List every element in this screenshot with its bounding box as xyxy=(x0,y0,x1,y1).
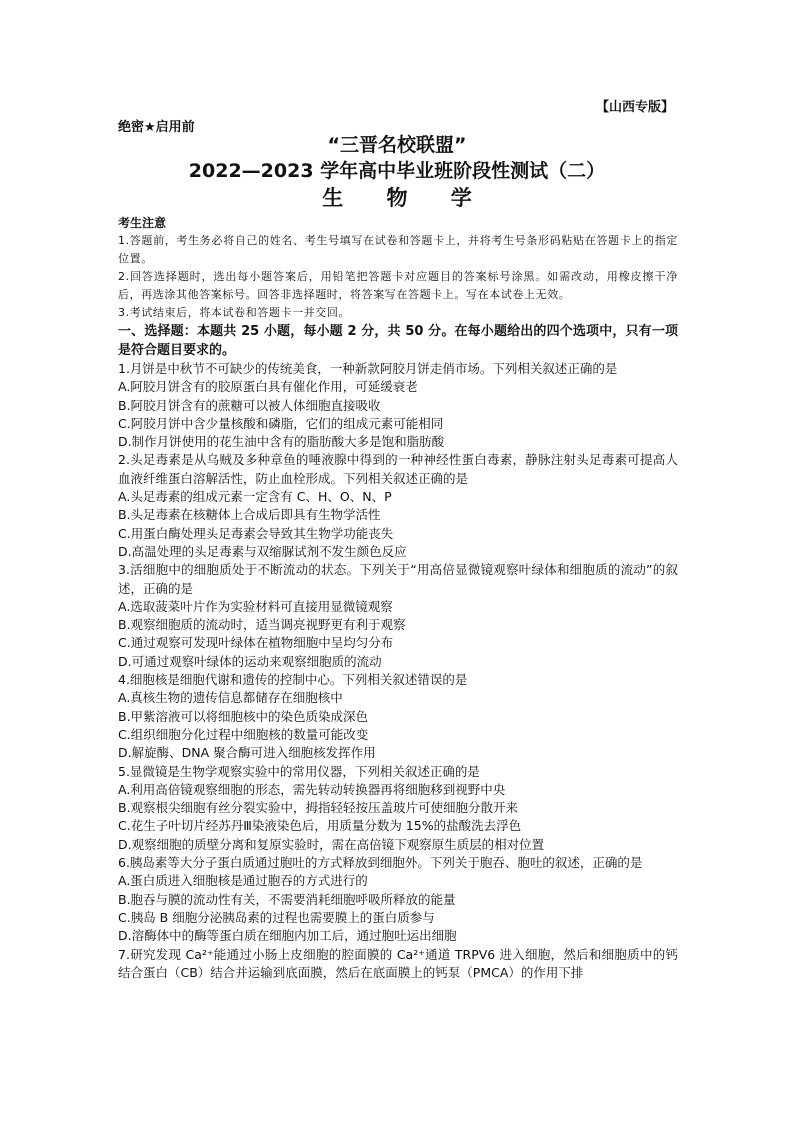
question-6 xyxy=(118,854,678,945)
question-1 xyxy=(118,360,678,451)
option-d: D.观察细胞的质壁分离和复原实验时，需在高倍镜下观察原生质层的相对位置 xyxy=(118,836,545,852)
option-d: D.解旋酶、DNA 聚合酶可进入细胞核发挥作用 xyxy=(118,745,376,761)
option-b: B.甲紫溶液可以将细胞核中的染色质染成深色 xyxy=(118,708,369,724)
option-a: A.真核生物的遗传信息都储存在细胞核中 xyxy=(118,690,343,706)
question-7 xyxy=(118,946,678,983)
question-4 xyxy=(118,671,678,762)
notice-item: 2.回答选择题时，选出每小题答案后，用铅笔把答题卡对应题目的答案标号涂黑。如需改动，用橡皮擦干净后，再选涂其他答案标号。回答非选择题时，将答案写在答题卡上。写在本试卷上无效。 xyxy=(118,270,678,301)
option-b: B.阿胶月饼含有的蔗糖可以被人体细胞直接吸收 xyxy=(118,397,381,413)
question-3 xyxy=(118,561,678,671)
option-a: A.蛋白质进入细胞核是通过胞吞的方式进行的 xyxy=(118,873,368,889)
exam-title-block xyxy=(0,132,794,212)
notice-item: 1.答题前，考生务必将自己的姓名、考生号填写在试卷和答题卡上，并将考生号条形码粘贴在答题卡上的指定位置。 xyxy=(118,234,678,265)
option-a: A.选取菠菜叶片作为实验材料可直接用显微镜观察 xyxy=(118,598,393,614)
confidential-label: 绝密★启用前 xyxy=(118,120,195,135)
exam-content xyxy=(118,214,678,982)
option-a: A.阿胶月饼含有的胶原蛋白具有催化作用，可延缓衰老 xyxy=(118,379,418,395)
option-c: C.组织细胞分化过程中细胞核的数量可能改变 xyxy=(118,726,369,742)
question-5 xyxy=(118,763,678,854)
question-stem: 3.活细胞中的细胞质处于不断流动的状态。下列关于“用高倍显微镜观察叶绿体和细胞质的流动”的叙述，正确的是 xyxy=(118,562,678,596)
option-c: C.用蛋白酶处理头足毒素会导致其生物学功能丧失 xyxy=(118,525,394,541)
notice-heading: 考生注意 xyxy=(118,216,167,230)
option-b: B.头足毒素在核糖体上合成后即具有生物学活性 xyxy=(118,507,381,523)
exam-session-title: 2022—2023 学年高中毕业班阶段性测试（二） xyxy=(188,160,606,182)
section-heading: 一、选择题：本题共 25 小题，每小题 2 分，共 50 分。在每小题给出的四个选项中，只有一项是符合题目要求的。 xyxy=(118,324,678,358)
question-stem: 1.月饼是中秋节不可缺少的传统美食，一种新款阿胶月饼走俏市场。下列相关叙述正确的是 xyxy=(118,361,618,376)
option-d: D.制作月饼使用的花生油中含有的脂肪酸大多是饱和脂肪酸 xyxy=(118,434,445,450)
option-d: D.溶酶体中的酶等蛋白质在细胞内加工后，通过胞吐运出细胞 xyxy=(118,928,457,944)
option-c: C.阿胶月饼中含少量核酸和磷脂，它们的组成元素可能相同 xyxy=(118,415,444,431)
option-b: B.观察根尖细胞有丝分裂实验中，拇指轻轻按压盖玻片可使细胞分散开来 xyxy=(118,800,519,816)
question-stem: 2.头足毒素是从乌贼及多种章鱼的唾液腺中得到的一种神经性蛋白毒素，静脉注射头足毒素可提高人血液纤维蛋白溶解活性，防止血栓形成。下列相关叙述正确的是 xyxy=(118,452,678,486)
subject-title: 生 物 学 xyxy=(322,186,490,210)
option-c: C.通过观察可发现叶绿体在植物细胞中呈均匀分布 xyxy=(118,635,394,651)
option-a: A.头足毒素的组成元素一定含有 C、H、O、N、P xyxy=(118,489,392,505)
option-d: D.可通过观察叶绿体的运动来观察细胞质的流动 xyxy=(118,653,382,669)
option-d: D.高温处理的头足毒素与双缩脲试剂不发生颜色反应 xyxy=(118,543,407,559)
option-b: B.观察细胞质的流动时，适当调亮视野更有利于观察 xyxy=(118,617,406,633)
question-stem: 6.胰岛素等大分子蛋白质通过胞吐的方式释放到细胞外。下列关于胞吞、胞吐的叙述，正确的是 xyxy=(118,855,643,871)
notice-item: 3.考试结束后，将本试卷和答题卡一并交回。 xyxy=(118,306,351,319)
notice-section xyxy=(118,214,678,322)
exam-alliance-title: “三晋名校联盟” xyxy=(327,134,467,156)
region-tag: 【山西专版】 xyxy=(595,100,674,115)
option-c: C.花生子叶切片经苏丹Ⅲ染液染色后，用质量分数为 15%的盐酸洗去浮色 xyxy=(118,818,522,834)
question-2 xyxy=(118,451,678,561)
option-a: A.利用高倍镜观察细胞的形态，需先转动转换器再将细胞移到视野中央 xyxy=(118,781,506,797)
option-b: B.胞吞与膜的流动性有关，不需要消耗细胞呼吸所释放的能量 xyxy=(118,891,456,907)
question-stem: 5.显微镜是生物学观察实验中的常用仪器，下列相关叙述正确的是 xyxy=(118,763,480,779)
question-stem: 4.细胞核是细胞代谢和遗传的控制中心。下列相关叙述错误的是 xyxy=(118,672,468,688)
question-stem: 7.研究发现 Ca²⁺能通过小肠上皮细胞的腔面膜的 Ca²⁺通道 TRPV6 进入细胞，然后和细胞质中的钙结合蛋白（CB）结合并运输到底面膜，然后在底面膜上的钙泵（PMCA）的作用下排 xyxy=(118,946,678,980)
option-c: C.胰岛 B 细胞分泌胰岛素的过程也需要膜上的蛋白质参与 xyxy=(118,909,435,925)
